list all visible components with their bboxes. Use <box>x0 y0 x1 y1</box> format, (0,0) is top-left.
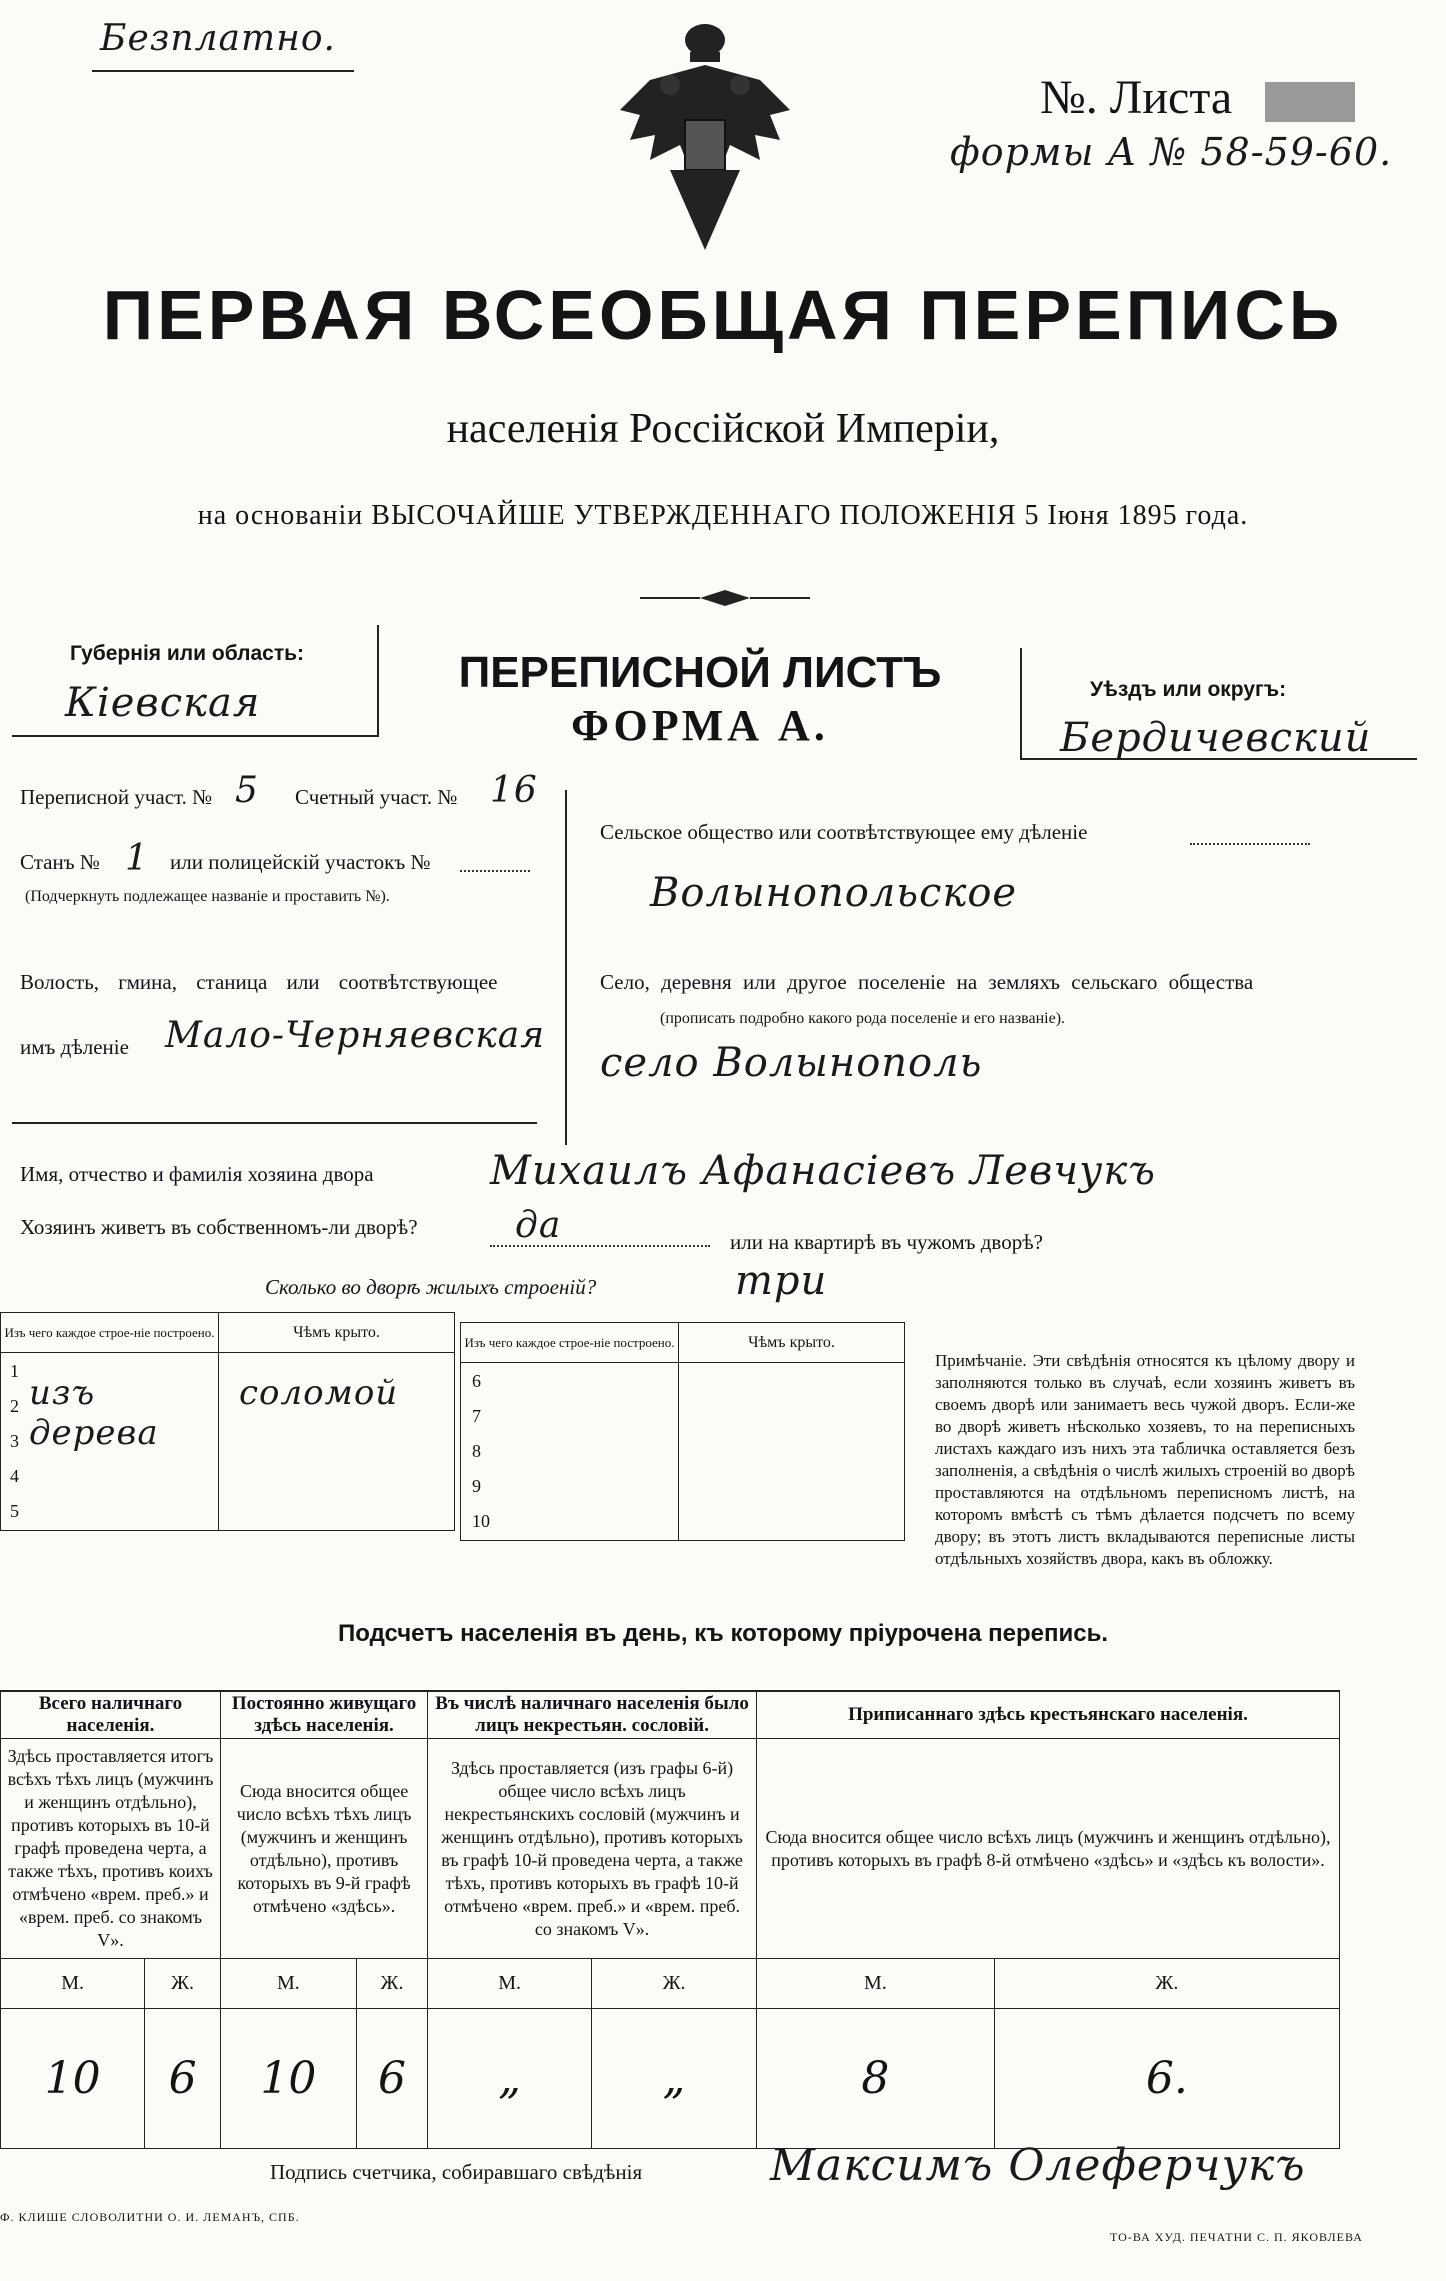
owner-rent-label: или на квартирѣ въ чужомъ дворѣ? <box>730 1230 1043 1254</box>
count-value: 10 <box>220 2009 356 2149</box>
village-label-1: Село, деревня или другое поселеніе на земляхъ сельскаго общества <box>600 970 1254 994</box>
uezd-value: Бердичевский <box>1060 715 1372 761</box>
f-label: Ж. <box>356 1959 427 2009</box>
col-roof-head: Чѣмъ крыто. <box>679 1323 905 1363</box>
buildings-table-right <box>460 1322 905 1541</box>
society-label: Сельское общество или соотвѣтствующее ему дѣленіе <box>600 820 1088 844</box>
count-col1-text: Здѣсь проставляется итогъ всѣхъ тѣхъ лицъ (мужчинъ и женщинъ отдѣльно), противъ которыхъ въ 10-й графѣ проведена черта, а также тѣхъ, противъ коихъ отмѣчено «врем. преб.» и «врем. преб. со знакомъ V». <box>1 1739 221 1959</box>
note-text: Примѣчаніе. Эти свѣдѣнія относятся къ цѣлому двору и заполняются только въ случаѣ, если хозяинъ живетъ въ своемъ дворѣ или занимаетъ весь чужой дворъ. Если-же во дворѣ живетъ нѣсколько хозяевъ, то на переписныхъ листахъ каждаго изъ нихъ эта табличка оставляется безъ заполненія, а свѣдѣнія о числѣ жилыхъ строеній во дворѣ проставляются на отдѣльномъ переписномъ листѣ, на которомъ вмѣстѣ съ тѣмъ дѣлается подсчетъ по всему двору; въ этотъ листъ вкладываются переписные листы отдѣльныхъ хозяйствъ двора, какъ въ обложку. <box>935 1351 1355 1568</box>
buildings-table-left <box>0 1312 455 1531</box>
count-value: „ <box>428 2009 592 2149</box>
f-label: Ж. <box>592 1959 757 2009</box>
row-num: 9 <box>472 1476 481 1496</box>
volost-label-2: имъ дѣленіе <box>20 1035 129 1059</box>
count-col1-head: Всего наличнаго населенія. <box>1 1691 221 1739</box>
col-material-head: Изъ чего каждое строе-ніе построено. <box>461 1323 679 1363</box>
page-subtitle: населенія Россійской Имперіи, <box>446 406 1000 452</box>
count-col4-text: Сюда вносится общее число всѣхъ лицъ (мужчинъ и женщинъ отдѣльно), противъ которыхъ въ графѣ 8-й отмѣчено «здѣсь» и «здѣсь къ волости». <box>756 1739 1339 1959</box>
count-value: „ <box>592 2009 757 2149</box>
row-num: 6 <box>472 1371 481 1391</box>
footer-right: ТО-ВА ХУД. ПЕЧАТНИ С. П. ЯКОВЛЕВА <box>1110 2230 1363 2244</box>
sheet-handwritten: формы А № 58-59-60. <box>950 130 1393 174</box>
row-num: 5 <box>10 1501 19 1521</box>
underline-note: (Подчеркнуть подлежащее названіе и проставить №). <box>25 888 390 905</box>
own-dotline <box>490 1245 710 1247</box>
count-col2-head: Постоянно живущаго здѣсь населенія. <box>220 1691 427 1739</box>
guberniya-value: Кiевская <box>65 680 261 726</box>
count-value: 8 <box>756 2009 994 2149</box>
volost-value: Мало-Черняевская <box>165 1015 546 1056</box>
col-roof-head: Чѣмъ крыто. <box>219 1313 455 1353</box>
stan-value: 1 <box>125 838 149 879</box>
form-name: ФОРМА А. <box>571 701 829 750</box>
signature-label: Подпись счетчика, собиравшаго свѣдѣнія <box>270 2160 643 2184</box>
count-col3-head: Въ числѣ наличнаго населенія было лицъ некрестьян. сословій. <box>428 1691 757 1739</box>
page-title: ПЕРВАЯ ВСЕОБЩАЯ ПЕРЕПИСЬ <box>102 276 1344 354</box>
f-label: Ж. <box>994 1959 1339 2009</box>
society-value: Волынопольское <box>650 870 1018 916</box>
count-value: 10 <box>1 2009 145 2149</box>
m-label: М. <box>220 1959 356 2009</box>
buildings-label: Сколько во дворѣ жилыхъ строеній? <box>265 1275 597 1299</box>
count-col2-text: Сюда вносится общее число всѣхъ тѣхъ лицъ (мужчинъ и женщинъ отдѣльно), противъ которыхъ въ 9-й графѣ отмѣчено «здѣсь». <box>220 1739 427 1959</box>
row-num: 10 <box>472 1511 490 1531</box>
count-value: 6 <box>356 2009 427 2149</box>
roof-value: соломой <box>239 1373 399 1413</box>
police-dotline <box>460 870 530 872</box>
count-district-value: 16 <box>490 770 538 811</box>
m-label: М. <box>1 1959 145 2009</box>
police-label: или полицейскій участокъ № <box>170 850 431 874</box>
stan-label: Станъ № <box>20 850 100 874</box>
owner-name-label: Имя, отчество и фамилія хозяина двора <box>20 1162 374 1186</box>
count-value: 6 <box>145 2009 221 2149</box>
material-value: изъ дерева <box>29 1373 159 1453</box>
ornament <box>640 588 810 608</box>
footer-left: Ф. КЛИШЕ СЛОВОЛИТНИ О. И. ЛЕМАНЪ, СПБ. <box>0 2210 300 2224</box>
count-heading: Подсчетъ населенія въ день, къ которому пріурочена перепись. <box>338 1620 1108 1647</box>
count-col3-text: Здѣсь проставляется (изъ графы 6-й) общее число всѣхъ лицъ некрестьянскихъ сословій (мужчинъ и женщинъ отдѣльно), противъ которыхъ въ графѣ 10-й проведена черта, а также тѣхъ, противъ которыхъ въ графѣ 10-й отмѣчено «врем. преб.» и «врем. преб. со знакомъ V». <box>428 1739 757 1959</box>
left-bottom-rule <box>12 1122 537 1124</box>
row-num: 1 <box>10 1361 19 1381</box>
basis-line: на основаніи ВЫСОЧАЙШЕ УТВЕРЖДЕННАГО ПОЛОЖЕНІЯ 5 Іюня 1895 года. <box>197 500 1249 531</box>
owner-name-value: Михаилъ Афанасiевъ Левчукъ <box>490 1148 1156 1194</box>
village-label-2: (прописать подробно какого рода поселеніе и его названіе). <box>660 1010 1066 1027</box>
count-table <box>0 1690 1340 2149</box>
eagle-emblem <box>610 20 800 250</box>
m-label: М. <box>428 1959 592 2009</box>
vertical-divider <box>565 790 567 1145</box>
signature-value: Максимъ Олеферчукъ <box>770 2140 1306 2191</box>
row-num: 4 <box>10 1466 19 1486</box>
row-num: 7 <box>472 1406 481 1426</box>
uezd-label: Уѣздъ или округъ: <box>1090 678 1287 701</box>
census-district-label: Переписной участ. № <box>20 785 213 809</box>
f-label: Ж. <box>145 1959 221 2009</box>
free-underline <box>92 70 354 72</box>
owner-own-label: Хозяинъ живетъ въ собственномъ-ли дворѣ? <box>20 1215 418 1239</box>
row-num: 8 <box>472 1441 481 1461</box>
society-dotline <box>1190 843 1310 845</box>
owner-own-value: да <box>515 1205 562 1246</box>
sheet-number-label: №. Листа <box>1040 71 1233 124</box>
buildings-value: три <box>735 1258 828 1304</box>
guberniya-label: Губернія или область: <box>70 642 305 665</box>
col-material-head: Изъ чего каждое строе-ніе построено. <box>1 1313 219 1353</box>
volost-label-1: Волость, гмина, станица или соотвѣтствующее <box>20 970 498 994</box>
count-district-label: Счетный участ. № <box>295 785 458 809</box>
form-title: ПЕРЕПИСНОЙ ЛИСТЪ <box>458 648 942 697</box>
village-value: село Волынополь <box>600 1040 983 1086</box>
sheet-redaction <box>1265 82 1355 122</box>
row-num: 2 <box>10 1396 19 1416</box>
count-value: 6. <box>994 2009 1339 2149</box>
free-stamp: Безплатно. <box>100 18 336 59</box>
census-district-value: 5 <box>235 770 259 811</box>
count-col4-head: Приписаннаго здѣсь крестьянскаго населенія. <box>756 1691 1339 1739</box>
m-label: М. <box>756 1959 994 2009</box>
row-num: 3 <box>10 1431 19 1451</box>
